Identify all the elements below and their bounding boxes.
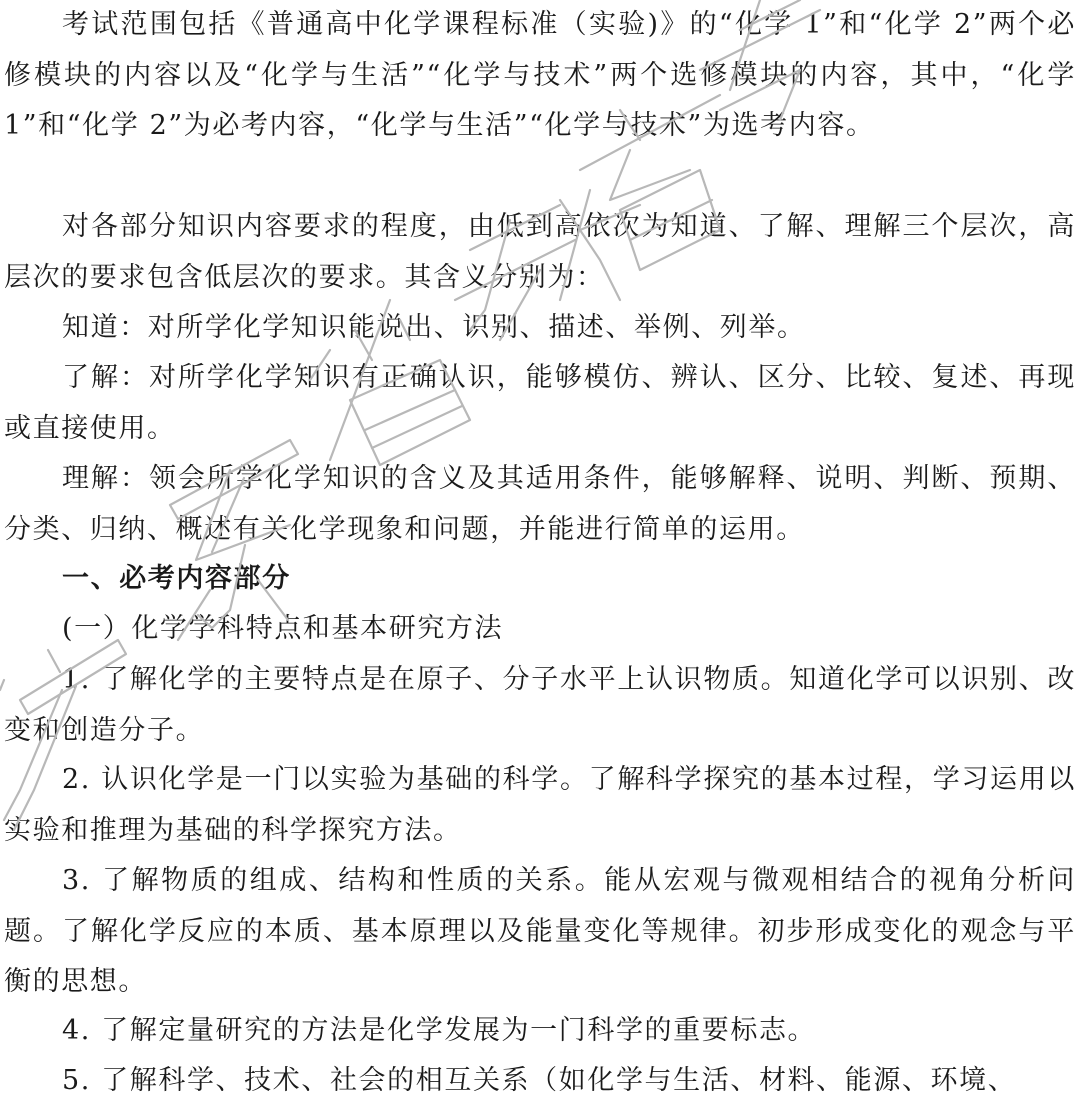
definition-know: 知道：对所学化学知识能说出、识别、描述、举例、列举。: [62, 312, 806, 343]
subsection-heading: (一）化学学科特点和基本研究方法: [62, 613, 504, 644]
definition-comprehend: 理解：领会所学化学知识的含义及其适用条件，能够解释、说明、判断、预期、分类、归纳、概述有关化学现象和问题，并能进行简单的运用。: [4, 463, 1076, 545]
intro-paragraph: 考试范围包括《普通高中化学课程标准（实验)》的“化学 1”和“化学 2”两个必修模块的内容以及“化学与生活”“化学与技术”两个选修模块的内容，其中，“化学 1”和“化学 2”为必考内容，“化学与生活”“化学与技术”为选考内容。: [4, 9, 1076, 141]
definition-understand: 了解：对所学化学知识有正确认识，能够模仿、辨认、区分、比较、复述、再现或直接使用。: [4, 362, 1076, 444]
levels-paragraph: 对各部分知识内容要求的程度，由低到高依次为知道、了解、理解三个层次，高层次的要求包含低层次的要求。其含义分别为：: [4, 211, 1076, 293]
section-heading: 一、必考内容部分: [62, 563, 291, 594]
list-item-3: 3. 了解物质的组成、结构和性质的关系。能从宏观与微观相结合的视角分析问题。了解化学反应的本质、基本原理以及能量变化等规律。初步形成变化的观念与平衡的思想。: [4, 865, 1076, 997]
list-item-2: 2. 认识化学是一门以实验为基础的科学。了解科学探究的基本过程，学习运用以实验和推理为基础的科学探究方法。: [4, 764, 1076, 846]
list-item-5: 5. 了解科学、技术、社会的相互关系（如化学与生活、材料、能源、环境、: [62, 1065, 1017, 1096]
list-item-1: 1. 了解化学的主要特点是在原子、分子水平上认识物质。知道化学可以识别、改变和创造分子。: [4, 664, 1076, 746]
list-item-4: 4. 了解定量研究的方法是化学发展为一门科学的重要标志。: [62, 1015, 817, 1046]
